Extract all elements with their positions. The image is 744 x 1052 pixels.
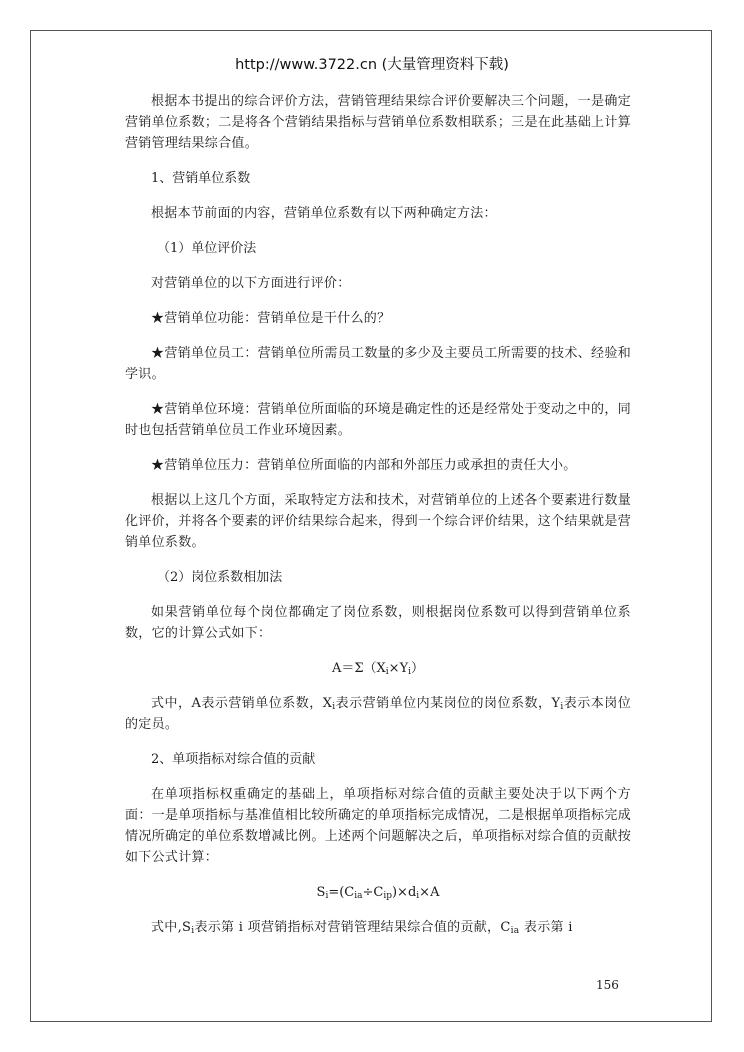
method-1-intro: 对营销单位的以下方面进行评价： xyxy=(151,276,351,291)
page-number: 156 xyxy=(596,978,619,992)
page-header-url[interactable]: http://www.3722.cn (大量管理资料下载) xyxy=(235,57,509,73)
bullet-unit-environment: ★营销单位环境：营销单位所面临的环境是确定性的还是经常处于变动之中的，同时也包括营销单位员工作业环境因素。 xyxy=(125,402,631,438)
intro-paragraph: 根据本书提出的综合评价方法，营销管理结果综合评价要解决三个问题，一是确定营销单位系数；二是将各个营销结果指标与营销单位系数相联系；三是在此基础上计算营销管理结果综合值。 xyxy=(125,94,631,151)
formula-1-explanation: 式中，A表示营销单位系数，$X_i$表示营销单位内某岗位的岗位系数，$Y_i$表示本岗位的定员。 xyxy=(125,696,632,732)
section-2-text: 在单项指标权重确定的基础上，单项指标对综合值的贡献主要处决于以下两个方面：一是单项指标与基准值相比较所确定的单项指标完成情况，二是根据单项指标完成情况所确定的单位系数增减比例。上述两个问题解决之后，单项指标对综合值的贡献按如下公式计算： xyxy=(125,787,631,865)
method-2-text: 如果营销单位每个岗位都确定了岗位系数，则根据岗位系数可以得到营销单位系数，它的计算公式如下： xyxy=(125,605,631,641)
section-2-heading: 2、单项指标对综合值的贡献 xyxy=(151,752,316,767)
document-body xyxy=(125,91,631,938)
section-1-intro: 根据本节前面的内容，营销单位系数有以下两种确定方法： xyxy=(151,206,497,221)
section-1-heading: 1、营销单位系数 xyxy=(151,171,251,186)
formula-unit-coefficient: $A=\Sigma(X_i\times Y_i)$ xyxy=(331,661,425,677)
bullet-unit-pressure: ★营销单位压力：营销单位所面临的内部和外部压力或承担的责任大小。 xyxy=(151,458,577,473)
method-1-summary: 根据以上这几个方面，采取特定方法和技术，对营销单位的上述各个要素进行数量化评价，并将各个要素的评价结果综合起来，得到一个综合评价结果，这个结果就是营销单位系数。 xyxy=(125,493,631,550)
formula-indicator-contribution: $S_i=(C_{ia}\div C_{ip})\times d_i\times A$ xyxy=(316,885,440,901)
method-1-heading: （1）单位评价法 xyxy=(157,241,257,256)
bullet-unit-function: ★营销单位功能：营销单位是干什么的？ xyxy=(151,311,391,326)
formula-2-explanation: 式中$,S_i$表示第 i 项营销指标对营销管理结果综合值的贡献，$C_{ia}$ 表示第 i xyxy=(151,920,573,936)
method-2-heading: （2）岗位系数相加法 xyxy=(157,570,283,585)
bullet-unit-staff: ★营销单位员工：营销单位所需员工数量的多少及主要员工所需要的技术、经验和学识。 xyxy=(125,346,631,382)
